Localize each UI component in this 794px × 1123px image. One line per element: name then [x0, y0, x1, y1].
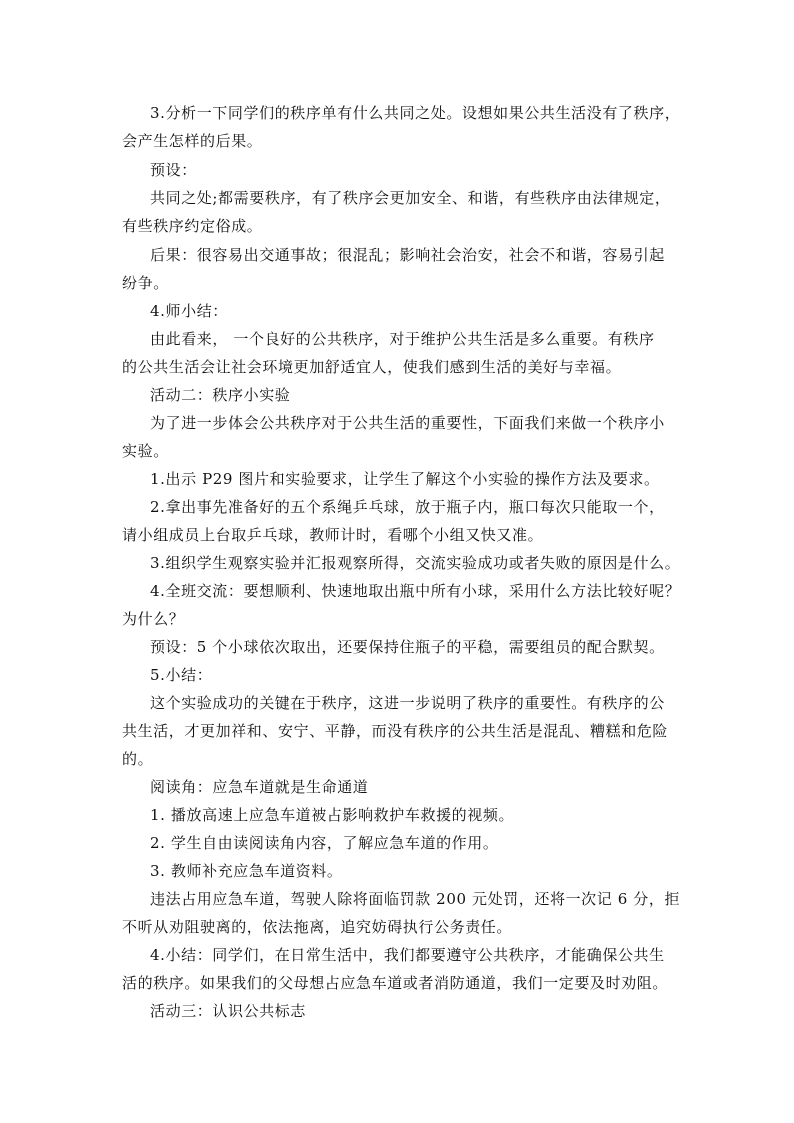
section-heading: 阅读角：应急车道就是生命通道 — [150, 778, 369, 796]
text-line: 违法占用应急车道，驾驶人除将面临罚款 200 元处罚，还将一次记 6 分，拒 — [150, 890, 681, 908]
text-line: 3. 教师补充应急车道资料。 — [150, 862, 343, 880]
text-line: 为了进一步体会公共秩序对于公共生活的重要性，下面我们来做一个秩序小 — [150, 414, 665, 432]
text-line: 4.小结：同学们，在日常生活中，我们都要遵守公共秩序，才能确保公共生 — [150, 946, 665, 964]
text-line: 共生活，才更加祥和、安宁、平静，而没有秩序的公共生活是混乱、糟糕和危险 — [122, 722, 669, 740]
text-line: 2. 学生自由读阅读角内容，了解应急车道的作用。 — [150, 834, 499, 852]
text-line: 不听从劝阻驶离的，依法拖离，追究妨碍执行公务责任。 — [122, 918, 513, 936]
text-line: 预设：5 个小球依次取出，还要保持住瓶子的平稳，需要组员的配合默契。 — [150, 638, 665, 656]
text-line: 由此看来， 一个良好的公共秩序，对于维护公共生活是多么重要。有秩序 — [150, 330, 655, 348]
text-line: 5.小结： — [150, 666, 213, 684]
section-heading: 活动二：秩序小实验 — [150, 386, 291, 404]
text-line: 请小组成员上台取乒乓球，教师计时，看哪个小组又快又准。 — [122, 526, 544, 544]
text-line: 共同之处;都需要秩序，有了秩序会更加安全、和谐，有些秩序由法律规定， — [150, 189, 671, 207]
text-line: 后果：很容易出交通事故；很混乱；影响社会治安，社会不和谐，容易引起 — [150, 246, 665, 264]
section-heading: 活动三：认识公共标志 — [150, 1002, 307, 1020]
text-line: 3.分析一下同学们的秩序单有什么共同之处。设想如果公共生活没有了秩序， — [150, 104, 681, 122]
text-line: 实验。 — [122, 442, 169, 460]
text-line: 为什么？ — [122, 610, 185, 628]
text-line: 1.出示 P29 图片和实验要求，让学生了解这个小实验的操作方法及要求。 — [150, 470, 660, 488]
text-line: 预设： — [150, 161, 197, 179]
text-line: 纷争。 — [122, 274, 169, 292]
text-line: 3.组织学生观察实验并汇报观察所得，交流实验成功或者失败的原因是什么。 — [150, 554, 681, 572]
text-line: 4.师小结： — [150, 302, 228, 320]
text-line: 的。 — [122, 750, 154, 768]
text-line: 有些秩序约定俗成。 — [122, 217, 263, 235]
text-line: 活的秩序。如果我们的父母想占应急车道或者消防通道，我们一定要及时劝阻。 — [122, 974, 669, 992]
text-line: 2.拿出事先准备好的五个系绳乒乓球，放于瓶子内，瓶口每次只能取一个， — [150, 498, 665, 516]
text-line: 4.全班交流：要想顺利、快速地取出瓶中所有小球，采用什么方法比较好呢？ — [150, 582, 681, 600]
text-line: 这个实验成功的关键在于秩序，这进一步说明了秩序的重要性。有秩序的公 — [150, 694, 665, 712]
text-line: 1. 播放高速上应急车道被占影响救护车救援的视频。 — [150, 806, 515, 824]
text-line: 会产生怎样的后果。 — [122, 132, 263, 150]
text-line: 的公共生活会让社会环境更加舒适宜人，使我们感到生活的美好与幸福。 — [122, 358, 622, 376]
